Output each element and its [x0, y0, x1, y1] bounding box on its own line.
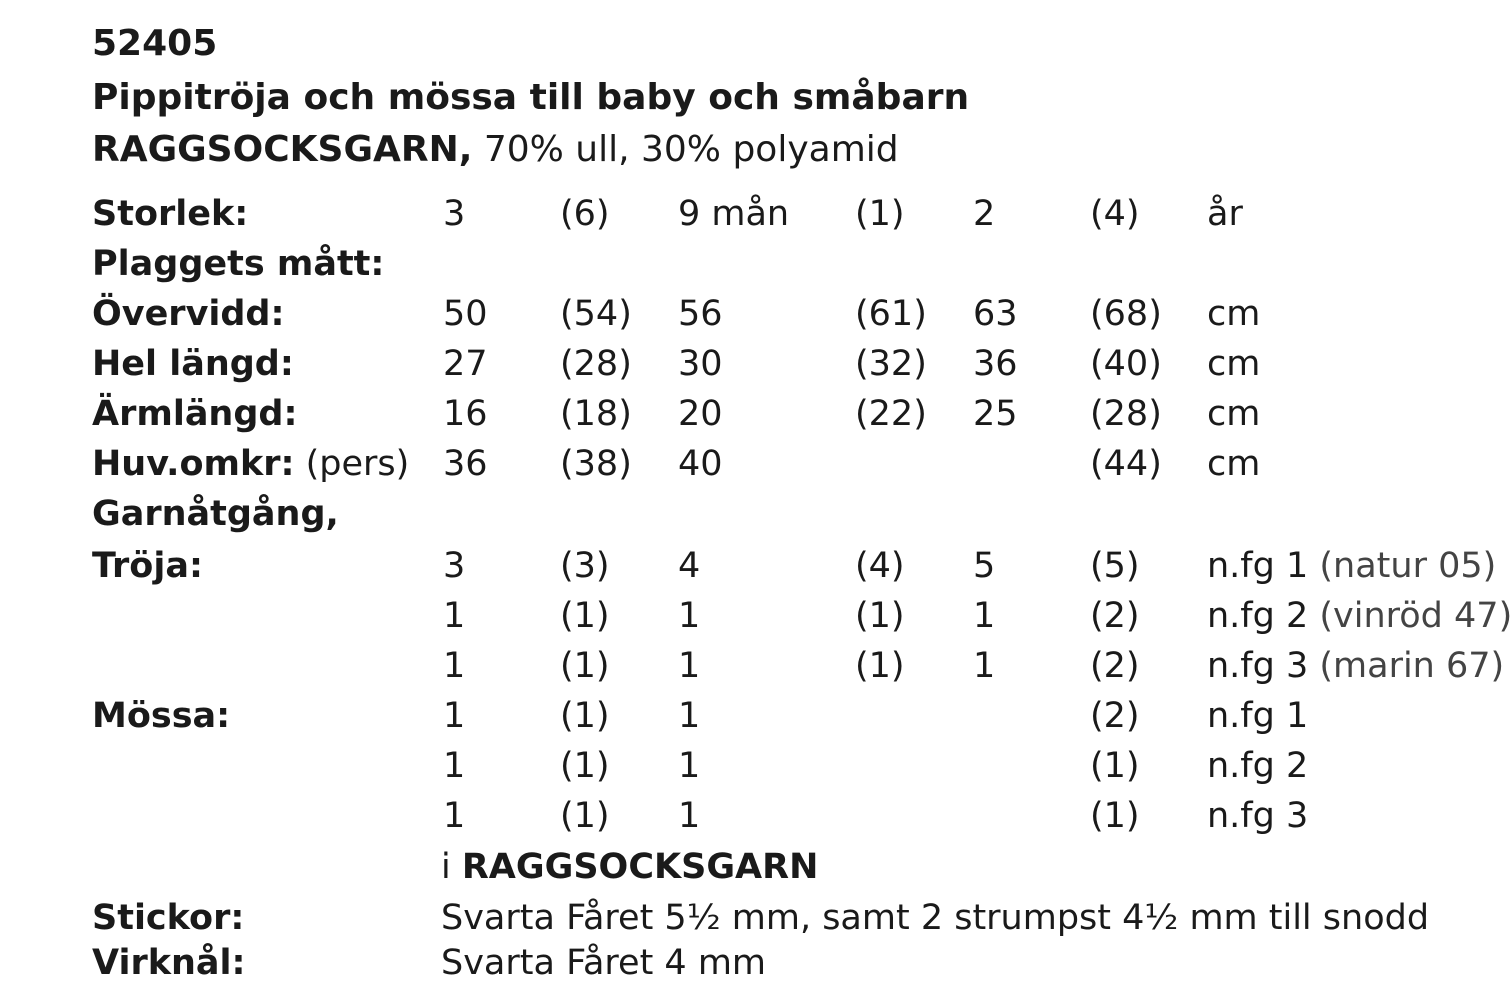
measurement-cell: (38) — [560, 444, 632, 484]
measurement-unit: cm — [1207, 294, 1261, 334]
yarn-color-note: (vinröd 47) — [1308, 596, 1512, 636]
yarn-color: n.fg 2 (vinröd 47) — [1207, 596, 1512, 636]
yarn-cell: (1) — [855, 596, 905, 636]
yarn-cell: 1 — [678, 646, 701, 686]
yarn-cell: 3 — [443, 546, 466, 586]
measurement-cell: 40 — [678, 444, 723, 484]
pattern-title: Pippitröja och mössa till baby och småbarn — [92, 77, 970, 118]
yarn-usage-heading-row — [0, 492, 1491, 542]
yarn-cell: (1) — [560, 646, 610, 686]
measurement-label: Huv.omkr: (pers) — [92, 444, 410, 484]
yarn-cell: 1 — [678, 696, 701, 736]
yarn-cell: (2) — [1090, 696, 1140, 736]
yarn-description — [92, 130, 899, 170]
yarn-cell: 5 — [973, 546, 996, 586]
hat-row — [0, 694, 1491, 744]
measurement-label-suffix: (pers) — [294, 444, 410, 484]
yarn-cell: 1 — [443, 596, 466, 636]
yarn-color: n.fg 1 (natur 05) — [1207, 546, 1497, 586]
yarn-color-note: (marin 67) — [1308, 646, 1505, 686]
measurement-cell: 63 — [973, 294, 1018, 334]
measurement-cell: 36 — [973, 344, 1018, 384]
yarn-in-name: RAGGSOCKSGARN — [461, 847, 819, 887]
measurement-row — [0, 392, 1491, 442]
yarn-cell: (1) — [560, 796, 610, 836]
measurements-heading: Plaggets mått: — [92, 244, 385, 284]
yarn-color: n.fg 1 — [1207, 696, 1309, 736]
size-cell: (4) — [1090, 194, 1140, 234]
sweater-row — [0, 544, 1497, 594]
sweater-row — [0, 644, 1505, 694]
measurement-cell: (61) — [855, 294, 927, 334]
measurement-cell: (68) — [1090, 294, 1162, 334]
size-cell: 3 — [443, 194, 466, 234]
measurement-label: Övervidd: — [92, 294, 285, 334]
yarn-cell: 1 — [443, 796, 466, 836]
measurement-cell: (54) — [560, 294, 632, 334]
yarn-in-text: i RAGGSOCKSGARN — [441, 847, 819, 887]
measurement-cell: 16 — [443, 394, 488, 434]
yarn-cell: (1) — [1090, 746, 1140, 786]
crochet-hook-text: Svarta Fåret 4 mm — [441, 943, 767, 983]
yarn-cell: (1) — [1090, 796, 1140, 836]
measurement-row — [0, 342, 1491, 392]
measurement-cell: 36 — [443, 444, 488, 484]
yarn-color: n.fg 3 (marin 67) — [1207, 646, 1505, 686]
yarn-cell: (1) — [855, 646, 905, 686]
yarn-usage-heading: Garnåtgång, — [92, 494, 339, 534]
crochet-hook-label: Virknål: — [92, 943, 246, 983]
crochet-hook-row — [0, 941, 1491, 991]
measurements-heading-row — [0, 242, 1491, 292]
sweater-row — [0, 594, 1512, 644]
yarn-in-row — [0, 845, 1491, 895]
yarn-cell: 1 — [443, 746, 466, 786]
hat-row — [0, 744, 1491, 794]
yarn-cell: (5) — [1090, 546, 1140, 586]
yarn-color-note: (natur 05) — [1308, 546, 1497, 586]
yarn-cell: (2) — [1090, 646, 1140, 686]
yarn-color: n.fg 2 — [1207, 746, 1309, 786]
measurement-cell: (28) — [1090, 394, 1162, 434]
yarn-cell: (2) — [1090, 596, 1140, 636]
sizes-label: Storlek: — [92, 194, 249, 234]
measurement-row — [0, 442, 1491, 492]
yarn-cell: (1) — [560, 746, 610, 786]
hat-row — [0, 794, 1491, 844]
measurement-cell: 27 — [443, 344, 488, 384]
measurement-unit: cm — [1207, 394, 1261, 434]
yarn-cell: 1 — [678, 746, 701, 786]
size-unit: år — [1207, 194, 1243, 234]
yarn-cell: (1) — [560, 696, 610, 736]
yarn-cell: 1 — [973, 596, 996, 636]
measurement-cell: (44) — [1090, 444, 1162, 484]
yarn-cell: 1 — [443, 696, 466, 736]
measurement-cell: (22) — [855, 394, 927, 434]
measurement-cell: (32) — [855, 344, 927, 384]
yarn-cell: 4 — [678, 546, 701, 586]
measurement-cell: 50 — [443, 294, 488, 334]
yarn-cell: 1 — [443, 646, 466, 686]
measurement-label: Ärmlängd: — [92, 394, 298, 434]
measurement-cell: (18) — [560, 394, 632, 434]
measurement-cell: 25 — [973, 394, 1018, 434]
measurement-cell: 20 — [678, 394, 723, 434]
yarn-cell: (3) — [560, 546, 610, 586]
yarn-color: n.fg 3 — [1207, 796, 1309, 836]
measurement-row — [0, 292, 1491, 342]
needles-text: Svarta Fåret 5½ mm, samt 2 strumpst 4½ mm till snodd — [441, 898, 1430, 938]
measurement-cell: 30 — [678, 344, 723, 384]
size-cell: (1) — [855, 194, 905, 234]
yarn-cell: (4) — [855, 546, 905, 586]
measurement-cell: 56 — [678, 294, 723, 334]
measurement-cell: (40) — [1090, 344, 1162, 384]
sweater-label: Tröja: — [92, 546, 203, 586]
yarn-cell: 1 — [678, 596, 701, 636]
yarn-content: 70% ull, 30% polyamid — [472, 129, 899, 170]
sizes-row — [0, 192, 1491, 242]
needles-label: Stickor: — [92, 898, 245, 938]
pattern-code: 52405 — [92, 23, 218, 64]
yarn-cell: (1) — [560, 596, 610, 636]
size-cell: 2 — [973, 194, 996, 234]
measurement-label: Hel längd: — [92, 344, 294, 384]
measurement-cell: (28) — [560, 344, 632, 384]
yarn-cell: 1 — [678, 796, 701, 836]
measurement-unit: cm — [1207, 344, 1261, 384]
measurement-unit: cm — [1207, 444, 1261, 484]
yarn-name: RAGGSOCKSGARN, — [92, 129, 473, 170]
needles-row — [0, 896, 1491, 946]
size-cell: (6) — [560, 194, 610, 234]
hat-label: Mössa: — [92, 696, 231, 736]
yarn-cell: 1 — [973, 646, 996, 686]
size-cell: 9 mån — [678, 194, 790, 234]
